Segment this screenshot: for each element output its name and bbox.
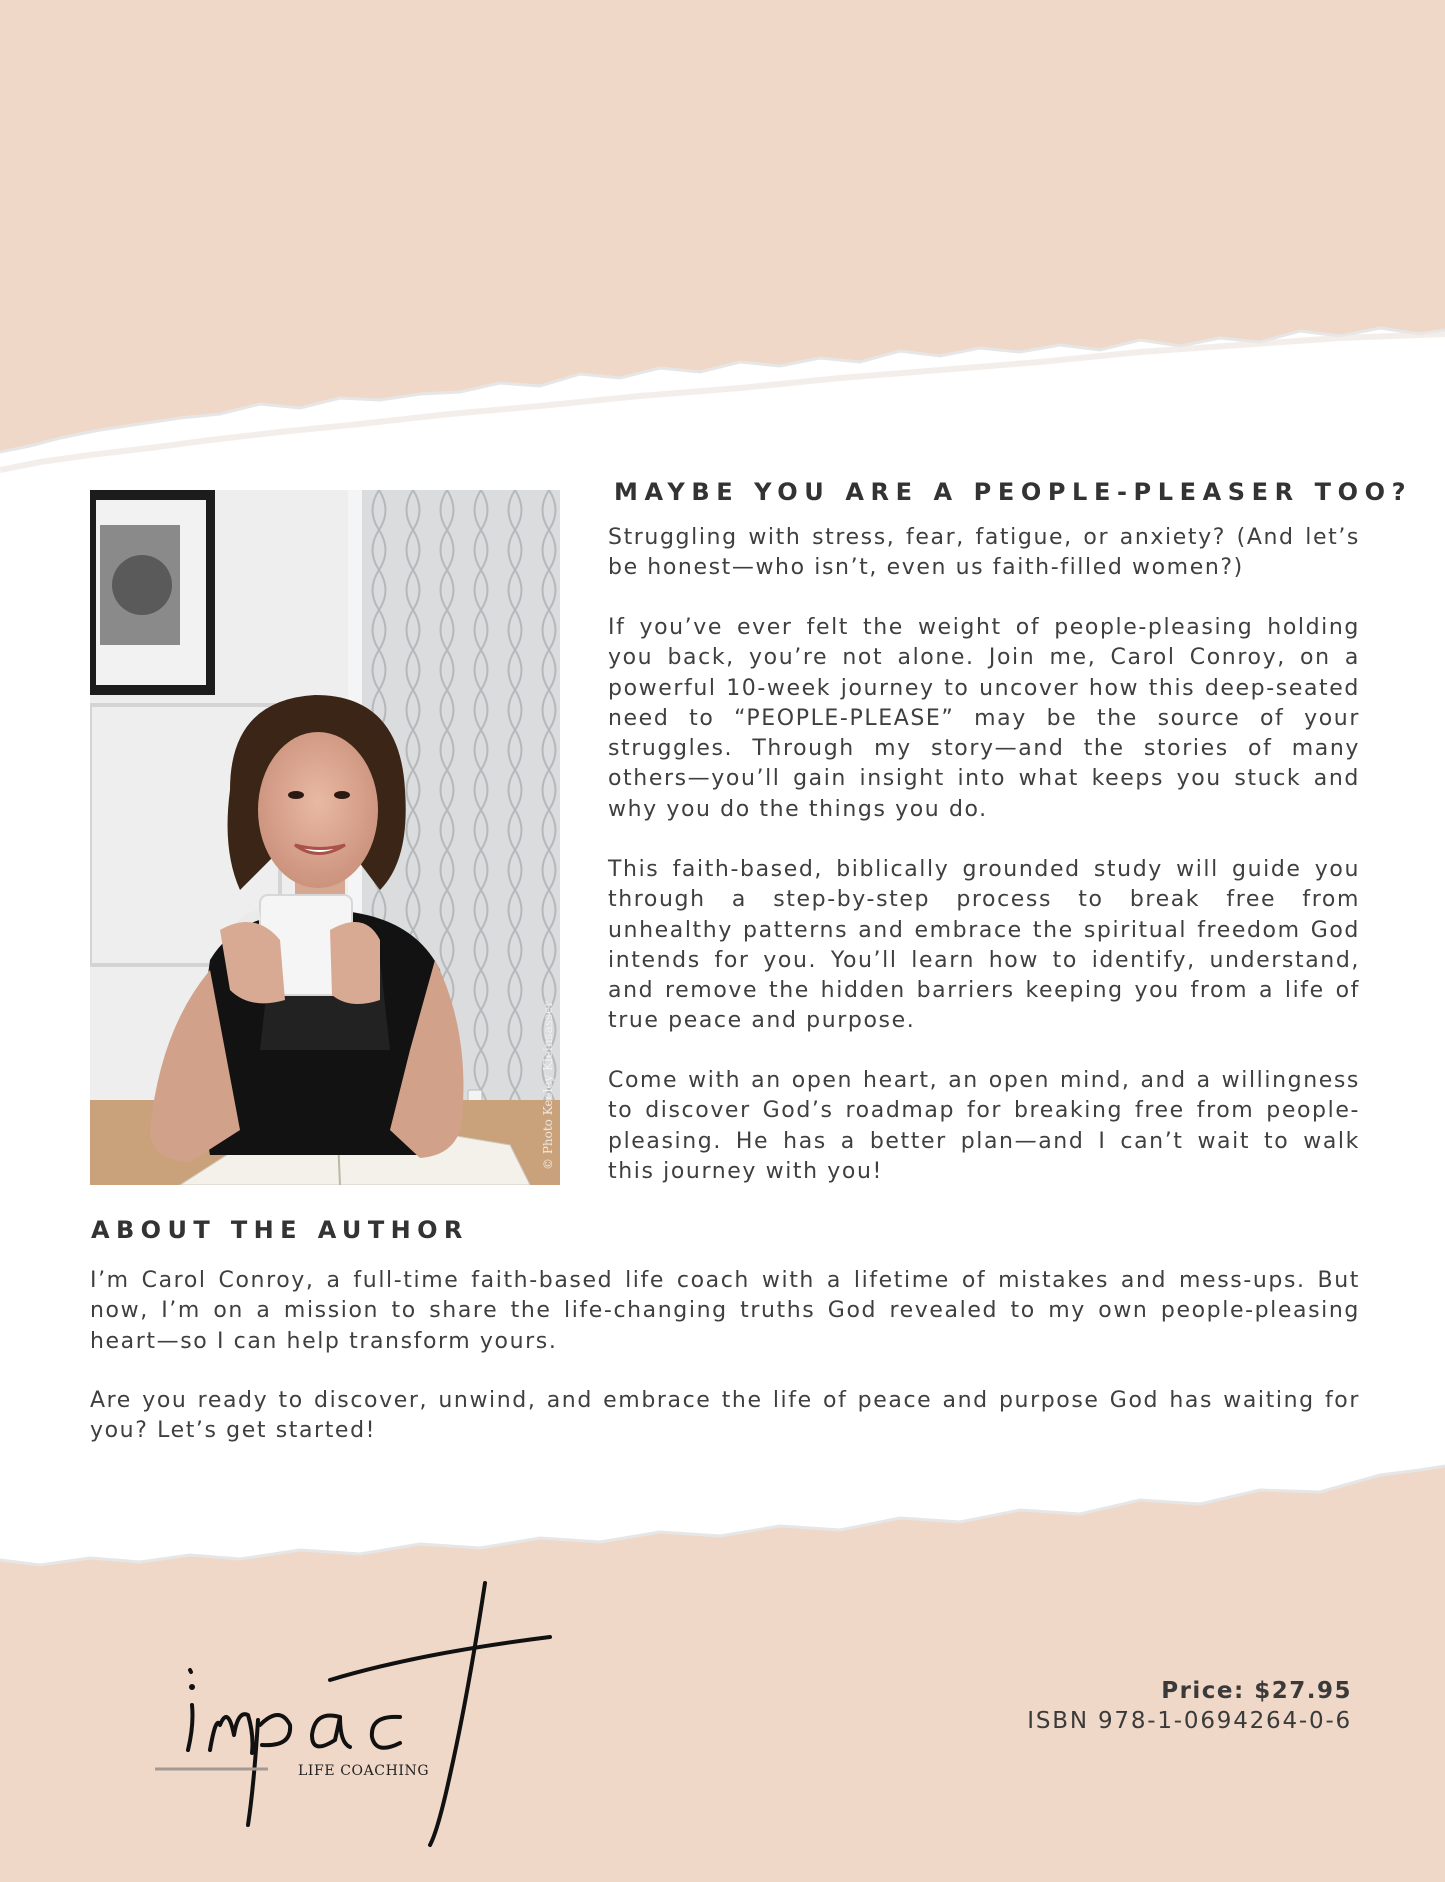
logo-subtitle: LIFE COACHING <box>298 1763 430 1779</box>
author-photo <box>90 490 560 1185</box>
main-paragraph-4: Come with an open heart, an open mind, and a willingness to discover God’s roadmap for breaking free from people-pleasing. He has a better plan—and I can’t wait to walk this journey with you! <box>608 1068 1360 1184</box>
impact-logo <box>150 1575 570 1855</box>
impact-wordmark-icon <box>150 1575 570 1855</box>
main-paragraph-3: This faith-based, biblically grounded study will guide you through a step-by-step process to break free from unhealthy patterns and embrace the spiritual freedom God intends for you. You’ll learn how to identify, understand, and remove the hidden barriers keeping you from a life of true peace and purpose. <box>608 857 1360 1034</box>
top-torn-band <box>0 0 1445 480</box>
price-label: Price: $27.95 <box>1161 1678 1352 1704</box>
main-paragraph-2: If you’ve ever felt the weight of people-pleasing holding you back, you’re not alone. Join me, Carol Conroy, on a powerful 10-week journey to uncover how this deep-seated need to “PEOPLE-PLEASE” may be the source of your struggles. Through my story—and the stories of many others—you’ll gain insight into what keeps you stuck and why you do the things you do. <box>608 615 1360 822</box>
about-paragraph-2: Are you ready to discover, unwind, and embrace the life of peace and purpose God has waiting for you? Let’s get started! <box>90 1388 1360 1444</box>
main-heading: MAYBE YOU ARE A PEOPLE-PLEASER TOO? <box>614 478 1413 506</box>
main-paragraph-1: Struggling with stress, fear, fatigue, or anxiety? (And let’s be honest—who isn’t, even us faith-filled women?) <box>608 525 1360 581</box>
isbn-label: ISBN 978-1-0694264-0-6 <box>1027 1708 1352 1734</box>
about-paragraph-1: I’m Carol Conroy, a full-time faith-based life coach with a lifetime of mistakes and mess-ups. But now, I’m on a mission to share the life-changing truths God revealed to my own people-pleasing heart—so I can help transform yours. <box>90 1268 1360 1354</box>
author-photo-illustration <box>90 490 560 1185</box>
about-heading: ABOUT THE AUTHOR <box>91 1216 469 1244</box>
photo-credit: © Photo Keeley Kleinsasser <box>541 1000 555 1170</box>
